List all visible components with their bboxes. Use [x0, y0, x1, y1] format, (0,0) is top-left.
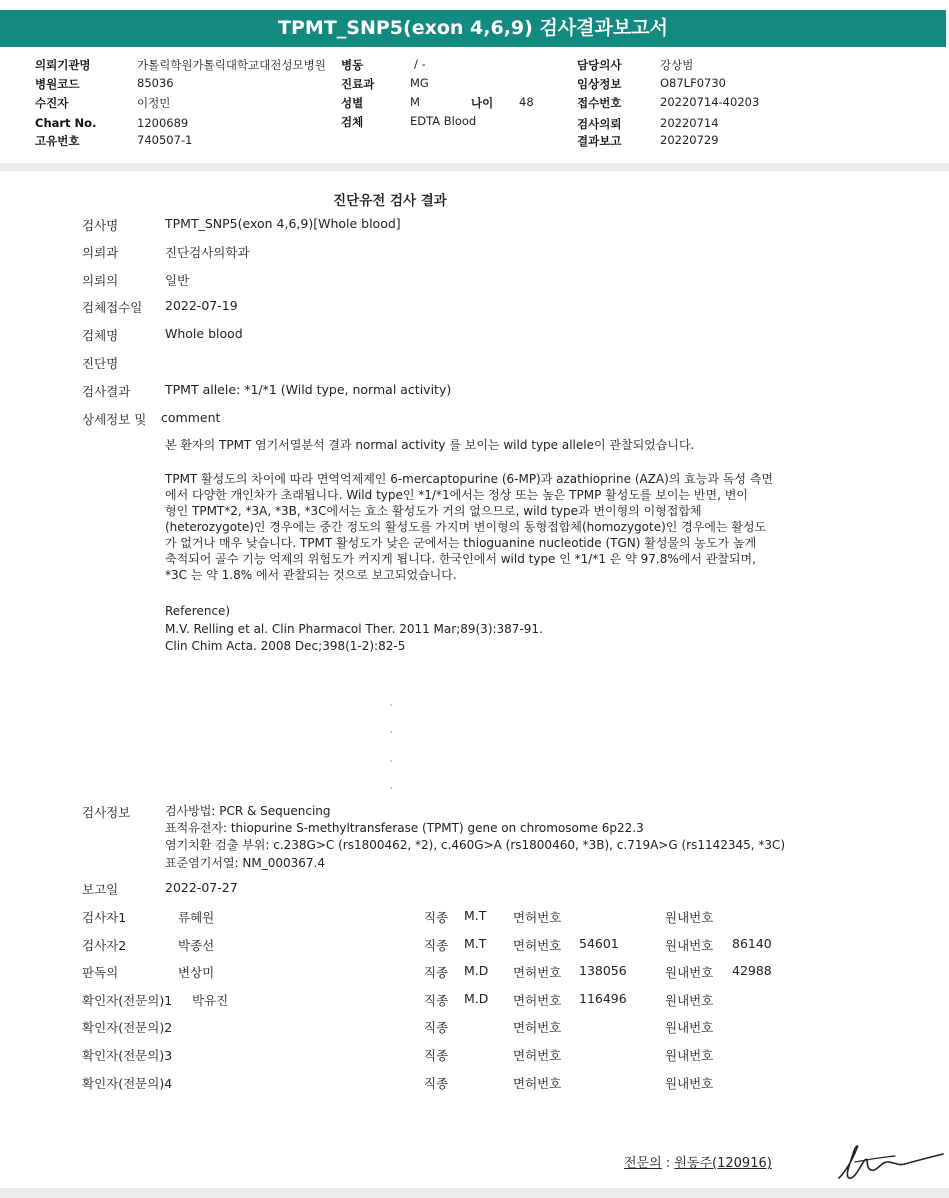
field-value-specimen-name: Whole blood: [165, 326, 243, 341]
staff-internal-label: 원내번호: [665, 993, 714, 1008]
staff-role: 확인자(전문의)3: [82, 1048, 173, 1063]
header-label-clinical-info: 임상정보: [577, 77, 622, 91]
staff-role: 확인자(전문의)1: [82, 993, 173, 1008]
header-value-clinical-info: O87LF0730: [660, 76, 726, 90]
staff-internal-label: 원내번호: [665, 1020, 714, 1035]
comment-paragraph-2: [165, 471, 835, 583]
header-value-unique-no: 740507-1: [137, 133, 193, 147]
header-label-age: 나이: [471, 96, 494, 110]
staff-position-value: M.T: [464, 908, 487, 923]
header-label-sex: 성별: [341, 96, 364, 110]
staff-internal-label: 원내번호: [665, 910, 714, 925]
header-value-age: 48: [519, 95, 534, 109]
faint-dot: [390, 787, 392, 789]
header-label-report-date: 결과보고: [577, 134, 622, 148]
staff-license-value: 54601: [579, 936, 619, 951]
staff-name: 류혜원: [178, 910, 215, 925]
field-label-result: 검사결과: [82, 384, 131, 399]
staff-role: 검사자1: [82, 910, 127, 925]
test-info-label: 검사정보: [82, 805, 131, 820]
test-info-reference-seq: 표준염기서열: NM_000367.4: [165, 856, 325, 870]
header-value-patient: 이정민: [137, 96, 171, 110]
staff-internal-label: 원내번호: [665, 938, 714, 953]
header-label-doctor: 담당의사: [577, 58, 622, 72]
field-value-detail: comment: [161, 410, 221, 425]
header-value-institution: 가톨릭학원가톨릭대학교대전성모병원: [137, 58, 326, 72]
field-label-specimen-name: 검체명: [82, 328, 119, 343]
field-value-req-doctor: 일반: [165, 273, 190, 288]
header-value-accession-no: 20220714-40203: [660, 95, 760, 109]
staff-license-value: 138056: [579, 963, 627, 978]
header-label-patient: 수진자: [35, 96, 69, 110]
staff-license-label: 면허번호: [513, 938, 562, 953]
staff-internal-value: 86140: [732, 936, 772, 951]
comment-p2: TPMT 활성도의 차이에 따라 면역억제제인 6-mercaptopurine (6-MP)과 azathioprine (AZA)의 효능과 독성 측면 에서 다양한 개인차가 초래됩니다. Wild type인 *1/*1에서는 정상 또는 높은 TPMP 활성도를 보이는 반면, 변이 형인 TPMT*2, *3A, *3B, *3C에서는 효소 활성도가 거의 없으므로, wild type과 변이형의 이형접합체 (heterozygote)인 경우에는 중간 정도의 활성도를 가지며 변이형의 동형접합체(homozygote)인 경우에는 활성도 가 없거나 매우 낮습니다. TPMT 활성도가 낮은 군에서는 thioguanine nucleotide (TGN) 활성물의 농도가 높게 축적되어 골수 기능 억제의 위험도가 커지게 됩니다. 한국인에서 wild type 인 *1/*1 은 약 97.8%에서 관찰되며, *3C 는 약 1.8% 에서 관찰되는 것으로 보고되었습니다.: [165, 472, 774, 582]
field-label-req-doctor: 의뢰의: [82, 273, 119, 288]
faint-dot: [390, 704, 392, 706]
header-value-chart-no: 1200689: [137, 116, 189, 130]
staff-internal-label: 원내번호: [665, 1076, 714, 1091]
staff-position-value: M.D: [464, 991, 489, 1006]
expert-colon: :: [665, 1156, 671, 1171]
field-value-req-dept: 진단검사의학과: [165, 245, 250, 260]
staff-internal-label: 원내번호: [665, 1048, 714, 1063]
staff-position-label: 직종: [424, 1076, 449, 1091]
reference-2: Clin Chim Acta. 2008 Dec;398(1-2):82-5: [165, 639, 406, 653]
field-label-detail: 상세정보 및: [82, 412, 147, 427]
report-title: TPMT_SNP5(exon 4,6,9) 검사결과보고서: [0, 10, 946, 47]
header-label-institution: 의뢰기관명: [35, 58, 91, 72]
staff-license-label: 면허번호: [513, 1020, 562, 1035]
staff-role: 확인자(전문의)4: [82, 1076, 173, 1091]
staff-position-label: 직종: [424, 910, 449, 925]
header-separator: [0, 163, 949, 171]
comment-paragraph-1: [165, 437, 835, 453]
header-label-department: 진료과: [341, 77, 375, 91]
reference-heading: Reference): [165, 604, 231, 618]
header-value-report-date: 20220729: [660, 133, 719, 147]
field-label-test-name: 검사명: [82, 218, 119, 233]
staff-position-label: 직종: [424, 1020, 449, 1035]
field-label-receipt-date: 검체접수일: [82, 300, 143, 315]
staff-position-label: 직종: [424, 938, 449, 953]
staff-license-label: 면허번호: [513, 910, 562, 925]
staff-license-value: 116496: [579, 991, 627, 1006]
test-info-detection-site: 염기치환 검출 부위: c.238G>C (rs1800462, *2), c.460G>A (rs1800460, *3B), c.719A>G (rs1142345, *3C): [165, 838, 786, 852]
header-label-chart-no: Chart No.: [35, 116, 97, 130]
staff-name: 변상미: [178, 965, 215, 980]
staff-name: 박유진: [192, 993, 229, 1008]
staff-position-label: 직종: [424, 965, 449, 980]
staff-license-label: 면허번호: [513, 1048, 562, 1063]
staff-name: 박종선: [178, 938, 215, 953]
reference-1: M.V. Relling et al. Clin Pharmacol Ther. 2011 Mar;89(3):387-91.: [165, 622, 543, 636]
header-value-hospital-code: 85036: [137, 76, 174, 90]
field-label-diagnosis: 진단명: [82, 356, 119, 371]
header-value-sex: M: [410, 95, 420, 109]
test-info-method: 검사방법: PCR & Sequencing: [165, 804, 331, 818]
header-value-request-date: 20220714: [660, 116, 719, 130]
header-label-ward: 병동: [341, 58, 364, 72]
signature-image: [835, 1140, 945, 1185]
staff-internal-value: 42988: [732, 963, 772, 978]
staff-position-label: 직종: [424, 993, 449, 1008]
header-label-request-date: 검사의뢰: [577, 117, 622, 131]
section-title: 진단유전 검사 결과: [333, 193, 447, 209]
staff-position-label: 직종: [424, 1048, 449, 1063]
field-value-result: TPMT allele: *1/*1 (Wild type, normal activity): [165, 382, 452, 397]
staff-license-label: 면허번호: [513, 993, 562, 1008]
staff-role: 검사자2: [82, 938, 127, 953]
header-label-unique-no: 고유번호: [35, 134, 80, 148]
header-label-specimen: 검체: [341, 115, 364, 129]
report-date-value: 2022-07-27: [165, 880, 238, 895]
staff-license-label: 면허번호: [513, 1076, 562, 1091]
report-date-label: 보고일: [82, 882, 119, 897]
field-label-req-dept: 의뢰과: [82, 245, 119, 260]
header-label-hospital-code: 병원코드: [35, 77, 80, 91]
header-label-accession-no: 접수번호: [577, 96, 622, 110]
field-value-receipt-date: 2022-07-19: [165, 298, 238, 313]
field-value-test-name: TPMT_SNP5(exon 4,6,9)[Whole blood]: [165, 216, 401, 231]
expert-name: 원동주(120916): [674, 1156, 772, 1171]
header-value-specimen: EDTA Blood: [410, 114, 477, 128]
staff-role: 판독의: [82, 965, 119, 980]
header-value-ward: / -: [414, 57, 426, 71]
staff-position-value: M.D: [464, 963, 489, 978]
faint-dot: [390, 760, 392, 762]
header-value-doctor: 강상범: [660, 58, 694, 72]
test-info-target-gene: 표적유전자: thiopurine S-methyltransferase (TPMT) gene on chromosome 6p22.3: [165, 821, 644, 835]
staff-role: 확인자(전문의)2: [82, 1020, 173, 1035]
footer-separator: [0, 1188, 949, 1198]
expert-signoff: [624, 1152, 772, 1171]
staff-internal-label: 원내번호: [665, 965, 714, 980]
staff-license-label: 면허번호: [513, 965, 562, 980]
comment-p1: 본 환자의 TPMT 염기서열분석 결과 normal activity 를 보이는 wild type allele이 관찰되었습니다.: [165, 438, 695, 452]
faint-dot: [390, 731, 392, 733]
header-value-department: MG: [410, 76, 429, 90]
expert-label: 전문의: [624, 1156, 662, 1171]
staff-position-value: M.T: [464, 936, 487, 951]
